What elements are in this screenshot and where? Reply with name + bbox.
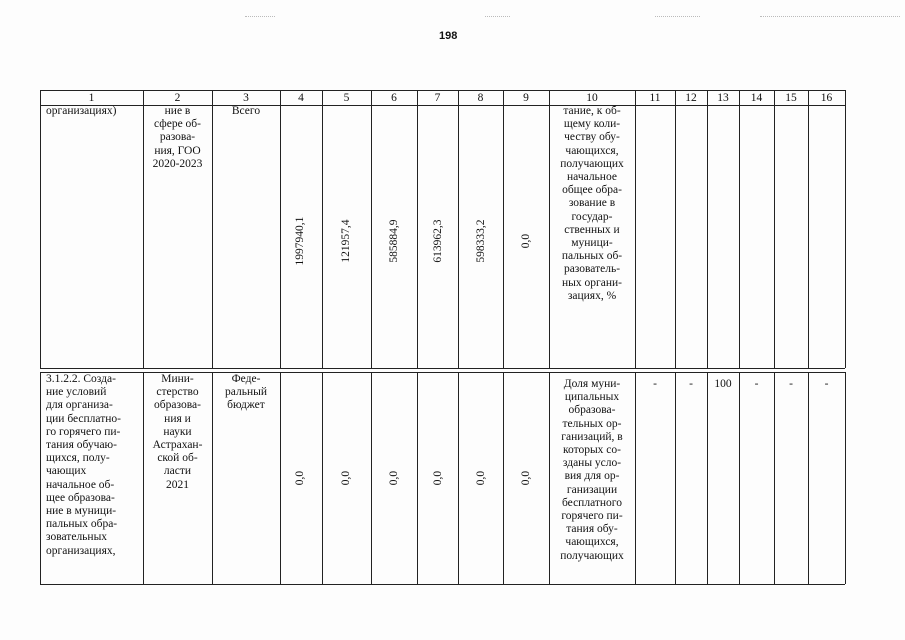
row2-indicator-text: 3.1.2.2. Созда- ние условий для организа- ции бесплатно- го горячего пи- тания обучаю- щихся, полу- чающих начальное об- щее образова- ние в муници- пальных обра- зовательных организациях,	[46, 373, 121, 557]
header-col-10: 10	[586, 92, 598, 104]
column-rule	[707, 90, 708, 368]
page-number: 198	[439, 30, 458, 42]
column-rule	[280, 90, 281, 368]
column-rule	[371, 90, 372, 368]
table-top-rule	[40, 90, 845, 91]
scan-artifact	[485, 16, 510, 19]
row2-value-col13: 100	[714, 378, 732, 390]
header-col-9: 9	[523, 92, 529, 104]
column-rule	[40, 372, 41, 584]
row2-value-col11: -	[653, 378, 657, 390]
row2-source-text: Феде- ральный бюджет	[225, 373, 267, 412]
column-rule	[845, 90, 846, 368]
column-rule	[417, 90, 418, 368]
row1-value-col7: 613962,3	[432, 219, 444, 263]
row2-value-col6: 0,0	[388, 470, 400, 486]
column-rule	[635, 90, 636, 368]
row2-value-col12: -	[689, 378, 693, 390]
row1-target-indicator-text: тание, к об- щему коли- честву обу- чающихся, получающих начальное общее обра- зование в государ- ственных и муници- пальных об- разователь- ных органи- зациях, %	[560, 105, 624, 302]
header-col-13: 13	[717, 92, 729, 104]
column-rule	[322, 90, 323, 368]
column-rule	[635, 372, 636, 584]
row1-source-text: Всего	[231, 105, 261, 117]
column-rule	[675, 90, 676, 368]
row2-value-col14: -	[754, 378, 759, 390]
header-col-15: 15	[785, 92, 797, 104]
row-divider-rule	[40, 368, 845, 369]
row1-value-col4: 1997940,1	[294, 216, 306, 266]
header-col-5: 5	[343, 92, 350, 104]
header-col-11: 11	[649, 92, 661, 104]
column-rule	[808, 90, 809, 368]
column-rule	[707, 372, 708, 584]
scan-artifact	[245, 16, 275, 19]
column-rule	[40, 90, 41, 368]
row1-indicator-text: организациях)	[46, 105, 117, 117]
column-rule	[808, 372, 809, 584]
column-rule	[774, 90, 775, 368]
header-col-3: 3	[243, 92, 249, 104]
row2-value-col4: 0,0	[294, 470, 306, 486]
column-rule	[774, 372, 775, 584]
scan-artifact	[760, 16, 900, 19]
row2-target-indicator-text: Доля муни- ципальных образова- тельных ор- ганизаций, в которых со- зданы усло- вия для ор- ганизации бесплатного горячего пи- тания обу- чающихся, получающих	[560, 378, 624, 562]
header-col-7: 7	[434, 92, 441, 104]
column-rule	[280, 372, 281, 584]
header-col-4: 4	[298, 92, 304, 104]
row2-value-col15: -	[789, 378, 793, 390]
column-rule	[739, 90, 740, 368]
row2-value-col7: 0,0	[432, 470, 444, 486]
row1-value-col6: 585884,9	[388, 219, 400, 263]
row2-value-col9: 0,0	[520, 470, 532, 486]
row1-value-col5: 121957,4	[340, 219, 352, 263]
column-rule	[417, 372, 418, 584]
column-rule	[458, 372, 459, 584]
column-rule	[503, 90, 504, 368]
column-rule	[371, 372, 372, 584]
header-col-12: 12	[685, 92, 697, 104]
row2-value-col5: 0,0	[340, 470, 352, 486]
row2-value-col16: -	[824, 378, 829, 390]
row1-value-col9: 0,0	[520, 233, 532, 249]
column-rule	[322, 372, 323, 584]
scan-artifact	[655, 16, 700, 19]
column-rule	[503, 372, 504, 584]
row2-responsible-text: Мини- стерство образова- ния и науки Астрахан- ской об- ласти 2021	[152, 373, 203, 491]
column-rule	[212, 90, 213, 368]
header-col-1: 1	[88, 92, 95, 104]
header-col-6: 6	[391, 92, 397, 104]
table-bottom-rule	[40, 584, 845, 585]
column-rule	[675, 372, 676, 584]
header-col-2: 2	[174, 92, 181, 104]
header-col-16: 16	[820, 92, 833, 104]
column-rule	[845, 372, 846, 584]
header-col-8: 8	[477, 92, 484, 104]
row1-value-col8: 598333,2	[475, 219, 487, 263]
row2-value-col8: 0,0	[475, 470, 487, 486]
header-col-14: 14	[750, 92, 763, 104]
column-rule	[739, 372, 740, 584]
row1-responsible-text: ние в сфере об- разова- ния, ГОО 2020-2023	[152, 105, 203, 170]
column-rule	[458, 90, 459, 368]
